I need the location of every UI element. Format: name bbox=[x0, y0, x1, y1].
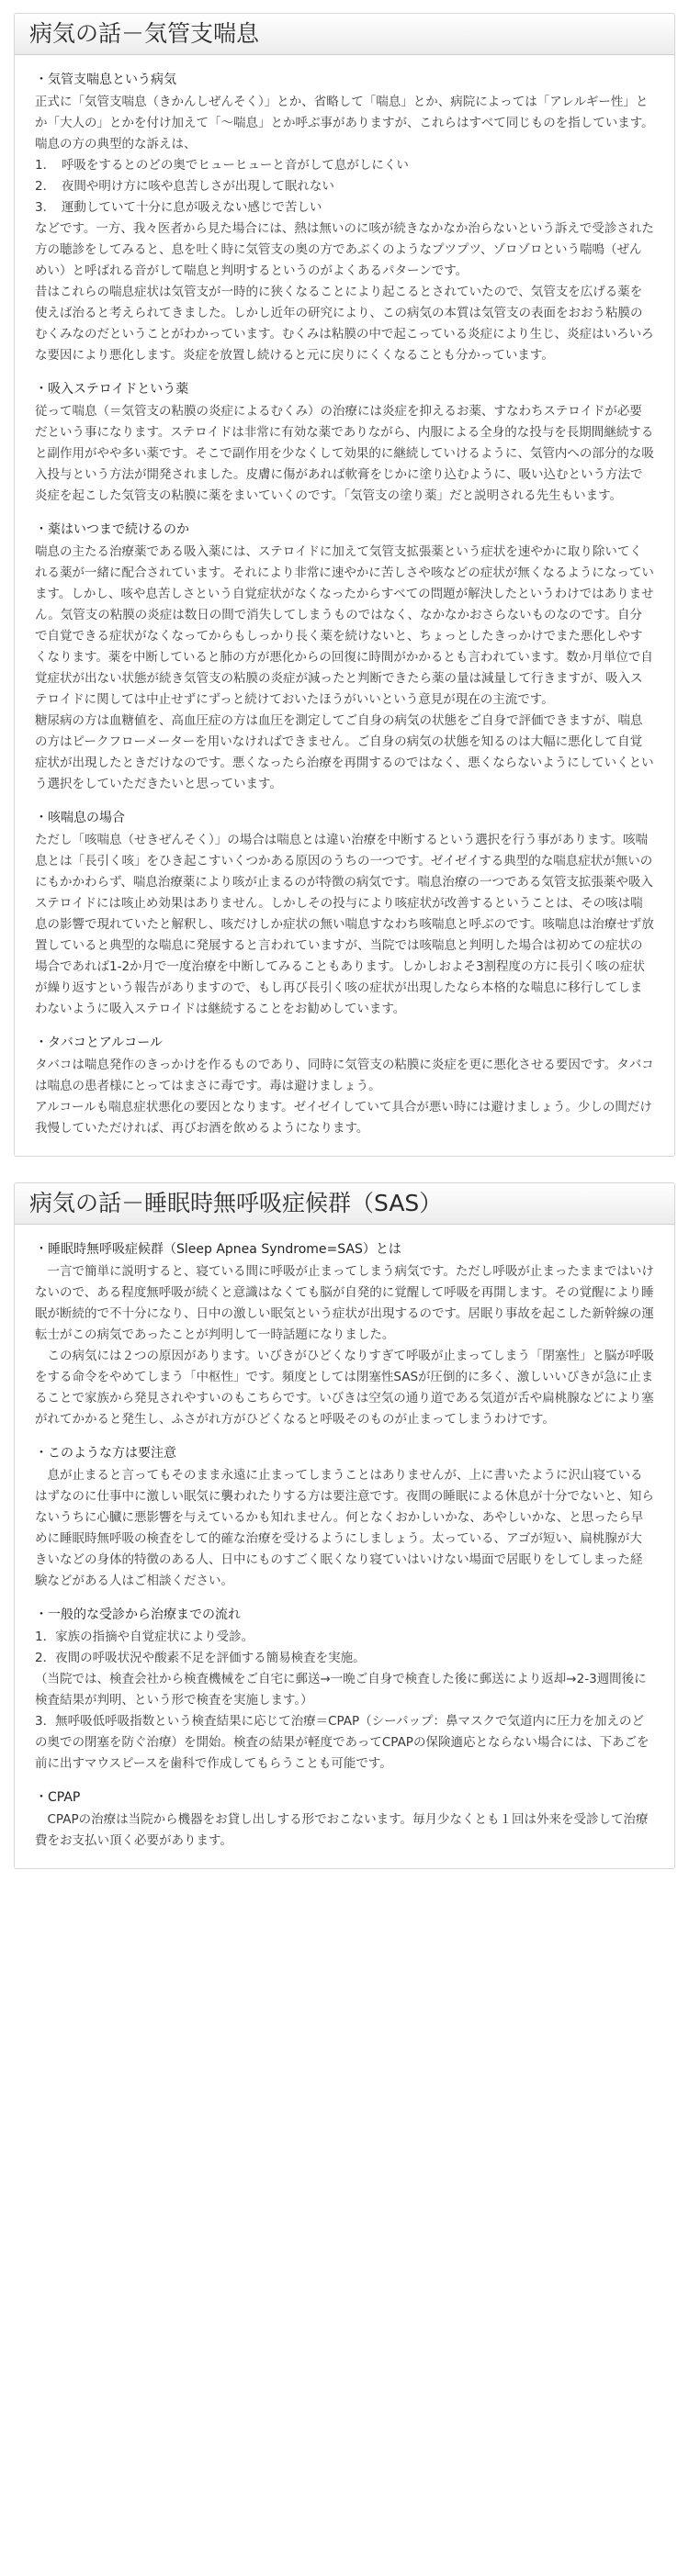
section-heading: ・吸入ステロイドという薬 bbox=[35, 382, 189, 397]
paragraph: アルコールも喘息症状悪化の要因となります。ゼイゼイしていて具合が悪い時には避けましょう。少しの間だけ我慢していただければ、再びお酒を飲めるようになります。 bbox=[35, 1100, 652, 1136]
section-treatment-duration bbox=[35, 520, 654, 795]
paragraph: 糖尿病の方は血糖値を、高血圧症の方は血圧を測定してご自身の病気の状態をご自身で評価できますが、喘息の方はピークフローメーターを用いなければできません。ご自身の病気の状態を知るのは大幅に悪化して自覚症状が出現したときだけなのです。悪くなったら治療を再開するのではなく、悪くならないようにしていくという選択をしていただきたいと思っています。 bbox=[35, 713, 654, 791]
paragraph: などです。一方、我々医者から見た場合には、熱は無いのに咳が続きなかなか治らないという訴えで受診された方の聴診をしてみると、息を吐く時に気管支の奥の方であぶくのようなプツプツ、ゾロゾロという喘鳴（ぜんめい）と呼ばれる音がして喘息と判明するというのがよくあるパターンです。 bbox=[35, 221, 654, 278]
section-tobacco-alcohol bbox=[35, 1033, 654, 1139]
paragraph: ただし「咳喘息（せきぜんそく）」の場合は喘息とは違い治療を中断するという選択を行う事があります。咳喘息とは「長引く咳」をひき起こすいくつかある原因のうちの一つです。ゼイゼイする典型的な喘息症状が無いのにもかかわらず、喘息治療薬により咳が止まるのが特徴の病気です。喘息治療の一つである気管支拡張薬や吸入ステロイドには咳止め効果はありません。しかしその投与により咳症状が改善するということは、その咳は喘息の影響で現れていたと解釈し、咳だけしか症状の無い喘息すなわち咳喘息と呼ぶのです。咳喘息は治療せず放置していると典型的な喘息に発展すると言われていますが、当院では咳喘息と判明した場合は初めての症状の場合であれば1-2か月で一度治療を中断してみることもあります。しかしおよそ3割程度の方に長引く咳の症状が繰り返すという報告がありますので、もし再び長引く咳の症状が出現したなら本格的な喘息に移行してしまわないように吸入ステロイドは継続することをお勧めしています。 bbox=[35, 833, 654, 1016]
paragraph: この病気には２つの原因があります。いびきがひどくなりすぎて呼吸が止まってしまう「閉塞性」と脳が呼吸をする命令をやめてしまう「中枢性」です。頻度としては閉塞性SASが圧倒的に多く、激しいいびきが急に止まることで家族から発見されやすいのもこちらです。いびきは空気の通り道である気道が舌や扁桃腺などにより塞がれてかかると発生し、ふさがれ方がひどくなると呼吸そのものが止まってしまうわけです。 bbox=[35, 1349, 654, 1427]
paragraph: 正式に「気管支喘息（きかんしぜんそく）」とか、省略して「喘息」とか、病院によっては「アレルギー性」とか「大人の」とかを付け加えて「〜喘息」とか呼ぶ事がありますが、これらはすべて同じものを指しています。喘息の方の典型的な訴えは、 bbox=[35, 95, 654, 151]
list-item: 3． 運動していて十分に息が吸えない感じで苦しい bbox=[35, 200, 322, 215]
section-heading: ・薬はいつまで続けるのか bbox=[35, 522, 189, 537]
paragraph: 従って喘息（＝気管支の粘膜の炎症によるむくみ）の治療には炎症を抑えるお薬、すなわちステロイドが必要だという事になります。ステロイドは非常に有効な薬でありながら、内服による全身的な投与を長期間継続すると副作用がやや多い薬です。そこで副作用を少なくして効果的に継続していけるように、気管内への部分的な吸入投与という方法が開発されました。皮膚に傷があれば軟膏をじかに塗り込むように、吸い込むという方法で炎症を起こした気管支の粘膜に薬をまいていくのです。「気管支の塗り薬」だと説明される先生もいます。 bbox=[35, 404, 654, 503]
article-sleep-apnea bbox=[14, 1182, 675, 1869]
paragraph: 息が止まると言ってもそのまま永遠に止まってしまうことはありませんが、上に書いたように沢山寝ているはずなのに仕事中に激しい眠気に襲われたりする方は要注意です。夜間の睡眠による休息が十分でないと、知らないうちに心臓に悪影響を与えているかも知れません。何となくおかしいかな、あやしいかな、と思ったら早めに睡眠時無呼吸の検査をして的確な治療を受けるようにしましょう。太っている、アゴが短い、扁桃腺が大きいなどの身体的特徴のある人、日中にものすごく眠くなり寝ていはいけない場面で居眠りをしてしまった経験などがある人はご相談ください。 bbox=[35, 1468, 654, 1588]
paragraph: 喘息の主たる治療薬である吸入薬には、ステロイドに加えて気管支拡張薬という症状を速やかに取り除いてくれる薬が一緒に配合されています。それにより非常に速やかに苦しさや咳などの症状が無くなるようになっています。しかし、咳や息苦しさという自覚症状がなくなったからすべての問題が解決したというわけではありません。気管支の粘膜の炎症は数日の間で消失してしまうものではなく、なかなかおさらないものなのです。自分で自覚できる症状がなくなってからもしっかり長く薬を続けないと、ちょっとしたきっかけでまた悪化しやすくなります。薬を中断していると肺の方が悪化からの回復に時間がかかるとも言われています。数か月単位で自覚症状が出ない状態が続き気管支の粘膜の炎症が減ったと判断できたら薬の量は減量して行きますが、吸入ステロイドに関しては中止せずにずっと続けておいたほうがいいという意見が現在の主流です。 bbox=[35, 544, 654, 707]
section-about-asthma bbox=[35, 70, 654, 366]
section-heading: ・睡眠時無呼吸症候群（Sleep Apnea Syndrome=SAS）とは bbox=[35, 1242, 401, 1257]
section-about-sas bbox=[35, 1239, 654, 1430]
paragraph: 昔はこれらの喘息症状は気管支が一時的に狭くなることにより起こるとされていたので、気管支を広げる薬を使えば治ると考えられてきました。しかし近年の研究により、この病気の本質は気管支の表面をおおう粘膜のむくみなのだということがわかっています。むくみは粘膜の中で起こっている炎症により生じ、炎症はいろいろな要因により悪化します。炎症を放置し続けると元に戻りにくくなることも分かっています。 bbox=[35, 285, 654, 363]
list-item: 1． 呼吸をするとのどの奥でヒューヒューと音がして息がしにくい bbox=[35, 158, 409, 173]
section-cough-asthma bbox=[35, 808, 654, 1020]
article-body bbox=[15, 55, 674, 1156]
section-heading: ・一般的な受診から治療までの流れ bbox=[35, 1607, 241, 1622]
paragraph: CPAPの治療は当院から機器をお貸し出しする形でおこないます。毎月少なくとも１回は外来を受診して治療費をお支払い頂く必要があります。 bbox=[35, 1812, 649, 1848]
paragraph: 一言で簡単に説明すると、寝ている間に呼吸が止まってしまう病気です。ただし呼吸が止まったままではいけないので、ある程度無呼吸が続くと意識はなくても脳が自発的に覚醒して呼吸を再開します。その覚醒により睡眠が断続的で不十分になり、日中の激しい眠気という症状が出現するのです。居眠り事故を起こした新幹線の運転士がこの病気であったことが判明して一時話題になりました。 bbox=[35, 1264, 654, 1342]
article-body bbox=[15, 1225, 674, 1868]
section-heading: ・このような方は要注意 bbox=[35, 1446, 176, 1461]
list-item: 3．無呼吸低呼吸指数という検査結果に応じて治療＝CPAP（シーパップ：鼻マスクで気道内に圧力を加えのどの奥での閉塞を防ぐ治療）を開始。検査の結果が軽度であってCPAPの保険適応とならない場合には、下あごを前に出すマウスピースを歯科で作成してもらうことも可能です。 bbox=[35, 1714, 649, 1771]
section-heading: ・タバコとアルコール bbox=[35, 1036, 164, 1050]
article-divider bbox=[0, 1170, 689, 1182]
list-item: 2．夜間の呼吸状況や酸素不足を評価する簡易検査を実施。 bbox=[35, 1651, 366, 1665]
article-asthma bbox=[14, 13, 675, 1157]
section-heading: ・気管支喘息という病気 bbox=[35, 73, 176, 87]
section-heading: ・CPAP bbox=[35, 1790, 81, 1805]
section-treatment-flow bbox=[35, 1605, 654, 1775]
section-inhaled-steroid bbox=[35, 379, 654, 507]
list-item: 1．家族の指摘や自覚症状により受診。 bbox=[35, 1630, 254, 1644]
paragraph: タバコは喘息発作のきっかけを作るものであり、同時に気管支の粘膜に炎症を更に悪化させる要因です。タバコは喘息の患者様にとってはまさに毒です。毒は避けましょう。 bbox=[35, 1058, 654, 1093]
article-title: 病気の話－気管支喘息 bbox=[15, 14, 674, 55]
article-title: 病気の話－睡眠時無呼吸症候群（SAS） bbox=[15, 1183, 674, 1225]
section-warning bbox=[35, 1443, 654, 1592]
section-heading: ・咳喘息の場合 bbox=[35, 811, 125, 825]
list-item: 2． 夜間や明け方に咳や息苦しさが出現して眠れない bbox=[35, 179, 334, 194]
list-item: （当院では、検査会社から検査機械をご自宅に郵送→一晩ご自身で検査した後に郵送により返却→2-3週間後に検査結果が判明、という形で検査を実施します。） bbox=[35, 1672, 647, 1708]
section-cpap bbox=[35, 1787, 654, 1852]
